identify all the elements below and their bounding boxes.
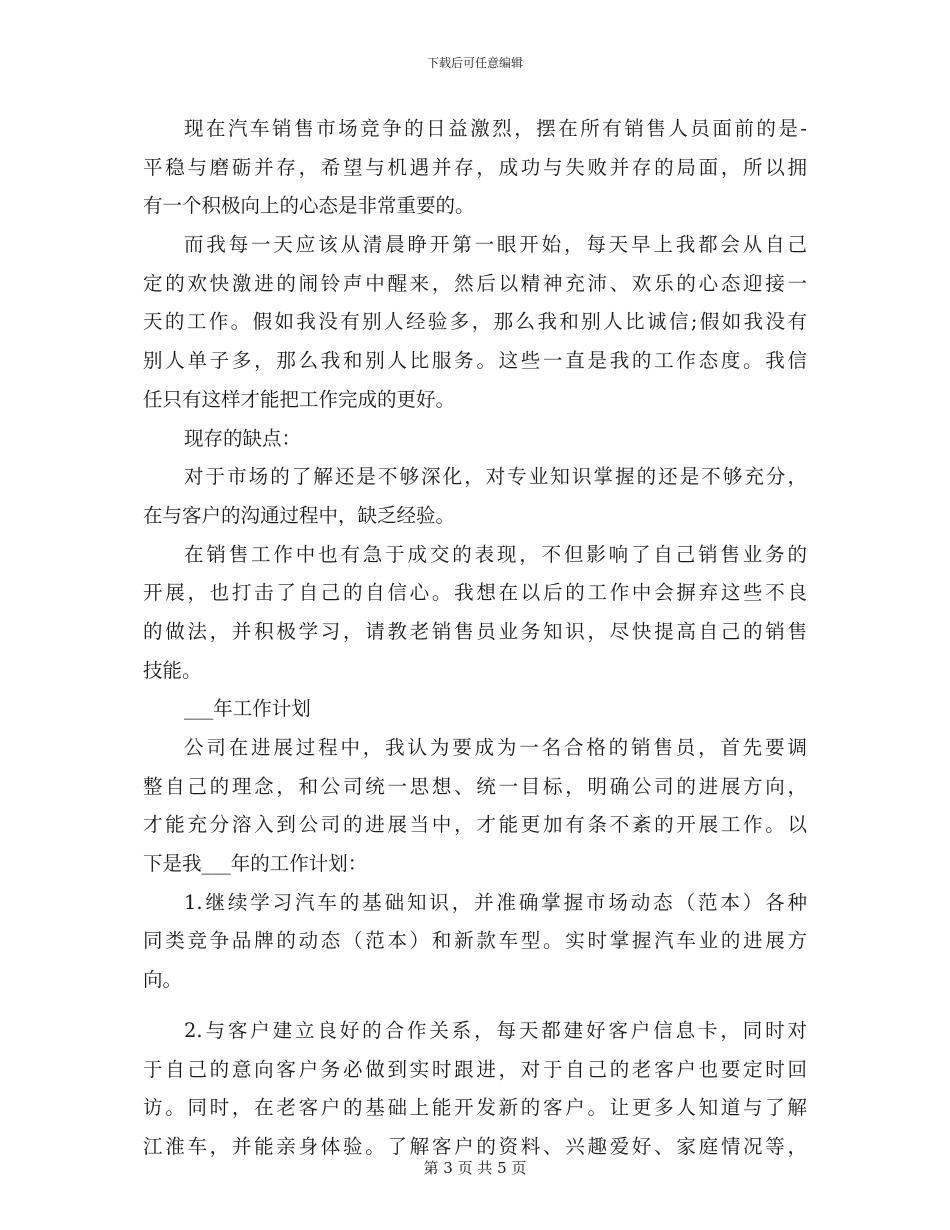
- paragraph-line: 技能。: [143, 658, 202, 682]
- list-item-line: 2.与客户建立良好的合作关系，每天都建好客户信息卡，同时对: [184, 1018, 807, 1042]
- paragraph-line: 下是我___年的工作计划：: [143, 852, 368, 876]
- paragraph-line: 现在汽车销售市场竞争的日益激烈，摆在所有销售人员面前的是-: [184, 117, 807, 140]
- paragraph-line: 开展，也打击了自己的自信心。我想在以后的工作中会摒弃这些不良: [143, 581, 807, 605]
- paragraph-line: 的做法，并积极学习，请教老销售员业务知识，尽快提高自己的销售: [143, 619, 807, 643]
- section-heading: ___年工作计划: [184, 697, 311, 721]
- paragraph-line: 在与客户的沟通过程中，缺乏经验。: [143, 503, 456, 527]
- list-item-line: 同类竞争品牌的动态（范本）和新款车型。实时掌握汽车业的进展方: [143, 929, 807, 953]
- list-item-line: 江淮车，并能亲身体验。了解客户的资料、兴趣爱好、家庭情况等，: [143, 1134, 807, 1158]
- paragraph-line: 才能充分溶入到公司的进展当中，才能更加有条不紊的开展工作。以: [143, 813, 807, 837]
- list-item-line: 向。: [143, 968, 183, 992]
- document-body: [143, 110, 807, 1167]
- paragraph-line: 对于市场的了解还是不够深化，对专业知识掌握的还是不够充分，: [184, 465, 807, 489]
- page-footer: 第 3 页 共 5 页: [423, 1159, 527, 1177]
- paragraph-line: 而我每一天应该从清晨睁开第一眼开始，每天早上我都会从自己: [184, 233, 807, 257]
- list-item-line: 访。同时，在老客户的基础上能开发新的客户。让更多人知道与了解: [143, 1096, 807, 1120]
- paragraph-line: 别人单子多，那么我和别人比服务。这些一直是我的工作态度。我信: [143, 349, 807, 373]
- list-item-line: 1.继续学习汽车的基础知识，并准确掌握市场动态（范本）各种: [184, 890, 807, 914]
- section-heading: 现存的缺点：: [184, 426, 302, 450]
- paragraph-line: 公司在进展过程中，我认为要成为一名合格的销售员，首先要调: [184, 736, 807, 759]
- page-header: 下载后可任意编辑: [426, 56, 523, 70]
- paragraph-line: 任只有这样才能把工作完成的更好。: [143, 387, 456, 411]
- paragraph-line: 整自己的理念，和公司统一思想、统一目标，明确公司的进展方向，: [143, 774, 807, 798]
- list-item-line: 于自己的意向客户务必做到实时跟进，对于自己的老客户也要定时回: [143, 1057, 807, 1081]
- paragraph-line: 定的欢快激进的闹铃声中醒来，然后以精神充沛、欢乐的心态迎接一: [143, 271, 807, 295]
- paragraph-line: 天的工作。假如我没有别人经验多，那么我和别人比诚信;假如我没有: [143, 310, 807, 334]
- paragraph-line: 有一个积极向上的心态是非常重要的。: [143, 194, 475, 218]
- paragraph-line: 在销售工作中也有急于成交的表现，不但影响了自己销售业务的: [184, 542, 807, 566]
- paragraph-line: 平稳与磨砺并存，希望与机遇并存，成功与失败并存的局面，所以拥: [143, 155, 807, 179]
